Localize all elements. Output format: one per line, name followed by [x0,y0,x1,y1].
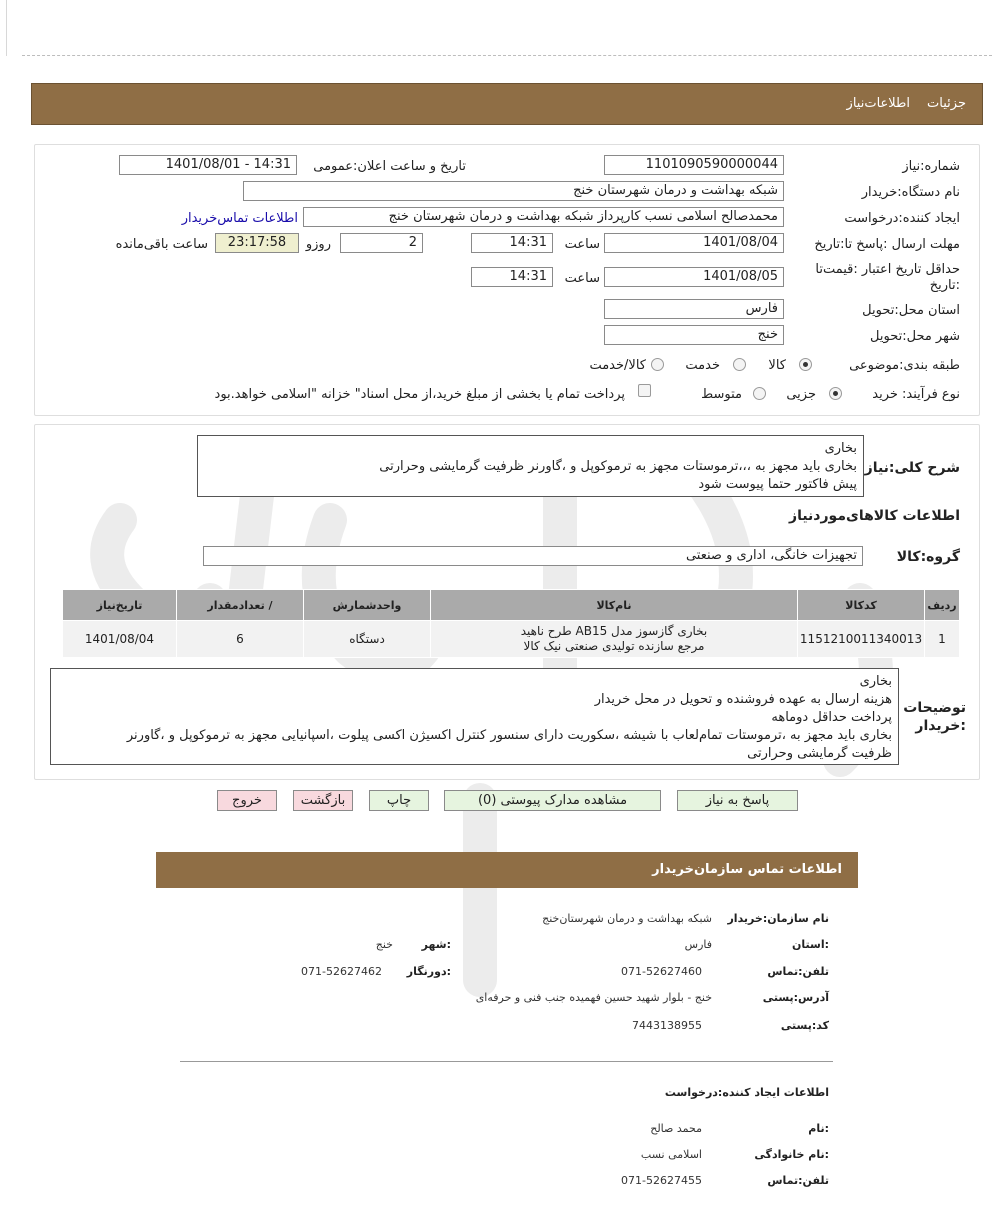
page-edge-line [6,0,7,56]
col-row: ردیف [925,590,960,621]
creator-name-value: محمد صالح [650,1122,702,1135]
contact-address-label: آدرس:پستی [762,991,829,1004]
creator-section-title: اطلاعات ایجاد کننده:درخواست [664,1086,829,1099]
buyer-contact-link[interactable]: اطلاعات تماس‌خریدار [181,211,298,226]
cell-name-line1: بخاری گازسوز مدل AB15 طرح ناهید [520,624,708,638]
process-label: نوع فرآیند: خرید [872,387,960,402]
contact-province-label: :استان [792,938,829,951]
cell-unit: دستگاه [304,621,431,658]
cell-code: 1151210011340013 [798,621,925,658]
deadline-hour-label: ساعت [564,237,600,252]
buyer-notes-line: هزینه ارسال به عهده فروشنده و تحویل در محل خریدار [594,692,892,707]
remaining-time-field: 23:17:58 [215,233,299,253]
buyer-field: شبکه بهداشت و درمان شهرستان خنج [243,181,784,201]
category-both-radio[interactable] [651,358,664,371]
creator-name-label: :نام [808,1122,829,1135]
validity-label-2: :تاریخ [929,278,960,293]
summary-label: شرح کلی:نیاز [864,460,960,476]
announce-label: تاریخ و ساعت اعلان:عمومی [313,159,466,174]
creator-label: ایجاد کننده:درخواست [844,211,960,226]
cell-qty: 6 [177,621,304,658]
buyer-notes-label: توضیحات [903,700,966,716]
process-minor-label: جزیی [786,387,816,402]
contact-fax-label: :دورنگار [406,965,451,978]
buyer-notes-label-2: :خریدار [915,718,966,734]
tab-details[interactable]: جزئیات [927,96,966,111]
buyer-notes-box [50,668,899,765]
print-button[interactable]: چاپ [369,790,429,811]
goods-table-header [63,590,960,621]
goods-group-label: گروه:کالا [896,549,960,565]
exit-button[interactable]: خروج [217,790,277,811]
contact-phone-label: تلفن:تماس [767,965,829,978]
creator-phone-value: 071-52627455 [621,1174,702,1187]
remaining-label: ساعت باقی‌مانده [115,237,208,252]
cell-name [431,621,798,658]
days-label: روزو [305,237,331,252]
contact-city-label: :شهر [421,938,451,951]
validity-date-field: 1401/08/05 [604,267,784,287]
treasury-payment-checkbox[interactable] [638,384,651,397]
category-goods-radio[interactable] [799,358,812,371]
cell-row: 1 [925,621,960,658]
need-number-label: شماره:نیاز [902,159,960,174]
goods-section-title: اطلاعات کالاهای‌مورد‌نیاز [789,508,960,524]
category-both-label: کالا/خدمت [589,358,646,373]
table-row [63,621,960,658]
city-label: شهر محل:تحویل [870,329,960,344]
contact-org-label: نام سازمان:خریدار [727,912,829,925]
creator-phone-label: تلفن:تماس [767,1174,829,1187]
treasury-payment-note: پرداخت تمام یا بخشی از مبلغ خرید،از محل اسناد" خزانه "اسلامی خواهد.بود [214,387,625,402]
summary-line: بخاری [824,441,857,456]
top-divider [22,55,992,56]
creator-field: محمدصالح اسلامی نسب کارپرداز شبکه بهداشت و درمان شهرستان خنج [303,207,784,227]
process-medium-label: متوسط [701,387,742,402]
deadline-label: مهلت ارسال :پاسخ تا:تاریخ [814,237,960,252]
back-button[interactable]: بازگشت [293,790,353,811]
cell-name-line2: مرجع سازنده تولیدی صنعتی نیک کالا [523,639,705,653]
tab-need-info[interactable]: اطلاعات‌نیاز [846,96,910,111]
contact-postal-label: کد:پستی [780,1019,829,1032]
contact-section-title: اطلاعات تماس سازمان‌خریدار [652,862,842,877]
creator-family-label: :نام خانوادگی [754,1148,829,1161]
reply-button[interactable]: پاسخ به نیاز [677,790,798,811]
city-field: خنج [604,325,784,345]
buyer-notes-line: بخاری باید مجهز به ،ترموستات تمام‌لعاب با شیشه ،سکوریت دارای سنسور کنترل اکسیژن اکسی پیلوت ،اسپانیایی مجهز به ترموکوپل و ،گاورنر [126,728,892,743]
view-attachments-button[interactable]: مشاهده مدارک پیوستی (0) [444,790,661,811]
category-label: طبقه بندی:موضوعی [849,358,960,373]
buyer-label: نام دستگاه:خریدار [861,185,960,200]
category-service-label: خدمت [685,358,720,373]
goods-table [62,589,960,658]
contact-org-value: شبکه بهداشت و درمان شهرستان‌خنج [542,912,712,925]
category-service-radio[interactable] [733,358,746,371]
cell-date: 1401/08/04 [63,621,177,658]
contact-divider [180,1061,833,1062]
creator-family-value: اسلامی نسب [640,1148,702,1161]
need-number-field: 1101090590000044 [604,155,784,175]
province-field: فارس [604,299,784,319]
summary-line: پیش فاکتور حتما پیوست شود [698,477,857,492]
summary-line: بخاری باید مجهز به ،،،ترموستات مجهز به ترموکوپل و ،گاورنر ظرفیت گرمایشی وحرارتی [379,459,857,474]
buyer-notes-line: پرداخت حداقل دوماهه [771,710,892,725]
contact-city-value: خنج [375,938,393,951]
col-date: تاریخ‌نیاز [63,590,177,621]
deadline-time-field: 14:31 [471,233,553,253]
buyer-notes-line: بخاری [859,674,892,689]
contact-fax-value: 071-52627462 [301,965,382,978]
col-code: کدکالا [798,590,925,621]
announce-field: 1401/08/01 - 14:31 [119,155,297,175]
process-medium-radio[interactable] [753,387,766,400]
col-qty: / تعدادمقدار [177,590,304,621]
contact-address-value: خنج - بلوار شهید حسین فهمیده جنب فنی و حرفه‌ای [475,991,712,1004]
contact-province-value: فارس [684,938,712,951]
validity-label: حداقل تاریخ اعتبار :قیمت‌تا [815,262,960,277]
validity-hour-label: ساعت [564,271,600,286]
deadline-date-field: 1401/08/04 [604,233,784,253]
goods-group-field: تجهیزات خانگی، اداری و صنعتی [203,546,863,566]
col-name: نام‌کالا [431,590,798,621]
province-label: استان محل:تحویل [862,303,960,318]
contact-phone-value: 071-52627460 [621,965,702,978]
col-unit: واحدشمارش [304,590,431,621]
contact-postal-value: 7443138955 [632,1019,702,1032]
days-field: 2 [340,233,423,253]
header-bar [31,83,983,125]
summary-box [197,435,864,497]
contact-section-bar [156,852,858,888]
category-goods-label: کالا [768,358,786,373]
process-minor-radio[interactable] [829,387,842,400]
buyer-notes-line: ظرفیت گرمایشی وحرارتی [747,746,892,761]
validity-time-field: 14:31 [471,267,553,287]
